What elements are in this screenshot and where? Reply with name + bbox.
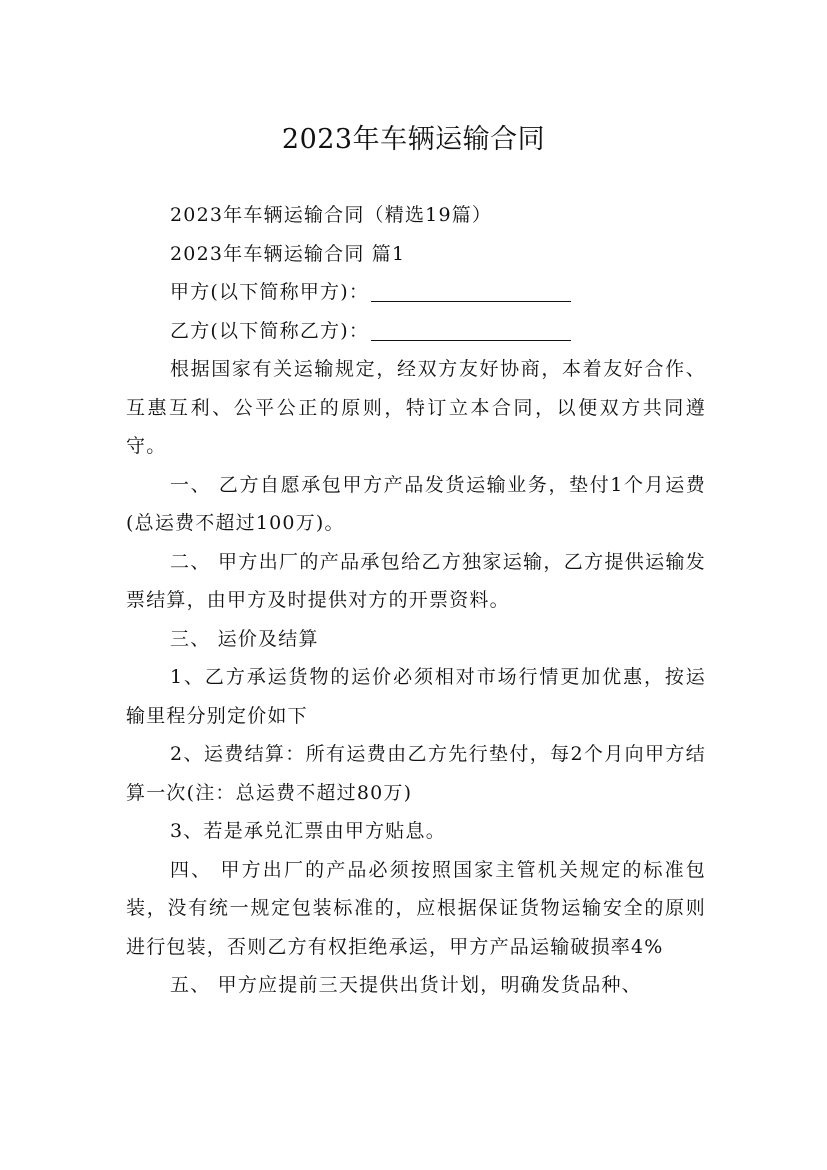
clause-3-heading: 三、 运价及结算 — [170, 627, 319, 650]
document-body — [126, 196, 706, 1005]
party-b-label: 乙方(以下简称乙方)： — [170, 319, 370, 342]
party-b-blank — [371, 318, 571, 341]
party-a-line — [126, 273, 706, 312]
document-title: 2023年车辆运输合同 — [281, 124, 546, 156]
clause-5: 五、 甲方应提前三天提供出货计划，明确发货品种、 — [170, 974, 642, 996]
clause-1: 一、 乙方自愿承包甲方产品发货运输业务，垫付1个月运费(总运费不超过100万)。 — [126, 473, 706, 534]
party-b-line — [126, 312, 706, 351]
clause-3-item-1: 1、乙方承运货物的运价必须相对市场行情更加优惠，按运输里程分别定价如下 — [126, 666, 706, 727]
subtitle-paragraph: 2023年车辆运输合同（精选19篇） — [170, 204, 493, 226]
clause-3-item-3: 3、若是承兑汇票由甲方贴息。 — [170, 820, 446, 842]
party-a-blank — [371, 279, 571, 302]
clause-2: 二、 甲方出厂的产品承包给乙方独家运输，乙方提供运输发票结算，由甲方及时提供对方的开票资料。 — [126, 550, 706, 611]
clause-4: 四、 甲方出厂的产品必须按照国家主管机关规定的标准包装，没有统一规定包装标准的，应根据保证货物运输安全的原则进行包装，否则乙方有权拒绝承运，甲方产品运输破损率4% — [126, 858, 706, 958]
party-a-label: 甲方(以下简称甲方)： — [170, 281, 370, 303]
preamble-paragraph: 根据国家有关运输规定，经双方友好协商，本着友好合作、互惠互利、公平公正的原则，特订立本合同，以便双方共同遵守。 — [126, 358, 706, 457]
clause-3-item-2: 2、运费结算：所有运费由乙方先行垫付，每2个月向甲方结算一次(注：总运费不超过80万) — [126, 743, 706, 804]
section-heading: 2023年车辆运输合同 篇1 — [170, 242, 406, 265]
